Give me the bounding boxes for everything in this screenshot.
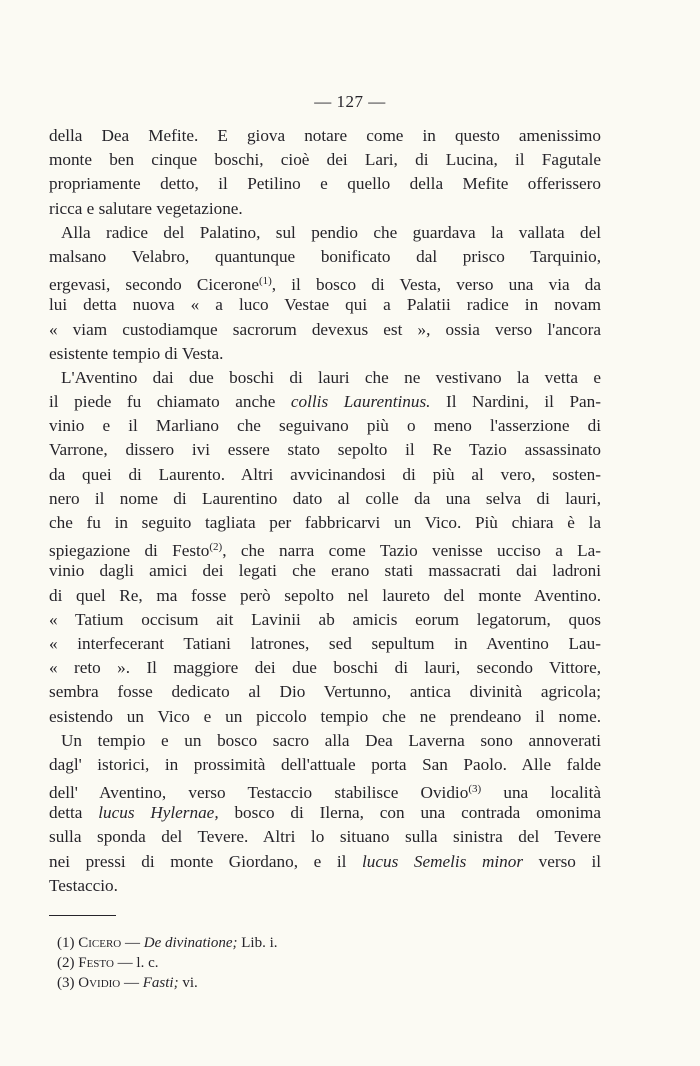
footnote-number: (1) — [57, 935, 75, 951]
text-run: spiegazione di Festo — [49, 541, 210, 561]
text-run: nei pressi di monte Giordano, e il — [49, 851, 362, 871]
text-run: verso il — [523, 851, 601, 871]
paragraph-aventino — [49, 366, 601, 729]
footnote-reference: l. c. — [136, 955, 159, 971]
paragraph-palatino — [49, 221, 601, 366]
text-line: Alla radice del Palatino, sul pendio che guardava la vallata del — [61, 222, 601, 242]
footnote-author: Festo — [78, 955, 114, 971]
footnote-number: (2) — [57, 955, 75, 971]
text-line: esistendo un Vico e un piccolo tempio che ne prendeano il nome. — [49, 706, 601, 726]
text-line — [49, 801, 601, 825]
footnote-ref: (1) — [258, 275, 272, 288]
text-line: Un tempio e un bosco sacro alla Dea Laverna sono annoverati — [61, 730, 601, 750]
text-line: esistente tempio di Vesta. — [49, 343, 224, 363]
footnote — [57, 953, 597, 973]
footnote-author: Cicero — [78, 935, 122, 951]
paragraph-mefite — [49, 124, 601, 221]
footnote — [57, 933, 597, 953]
footnote — [57, 973, 597, 993]
footnote-work: Fasti; — [142, 975, 179, 991]
page-body — [49, 124, 601, 898]
footnote-work: De divinatione; — [143, 935, 238, 951]
paragraph-laverna — [49, 729, 601, 898]
text-line: vinio dagli amici dei legati che erano stati massacrati dai ladroni — [49, 561, 601, 581]
text-line: « viam custodiamque sacrorum devexus est », ossia verso l'ancora — [49, 319, 601, 339]
text-line — [49, 850, 601, 874]
italic-term: lucus Semelis minor — [361, 851, 524, 871]
text-run: , che narra come Tazio venisse ucciso a La- — [222, 541, 601, 561]
text-line: sembra fosse dedicato al Dio Vertunno, antica divinità agricola; — [49, 682, 601, 702]
text-line: Testaccio. — [49, 875, 118, 895]
text-line: dagl' istorici, in prossimità dell'attuale porta San Paolo. Alle falde — [49, 754, 601, 774]
text-line — [49, 535, 601, 559]
text-line — [49, 269, 601, 293]
text-line: « interfecerant Tatiani latrones, sed sepultum in Aventino Lau- — [49, 633, 601, 653]
text-line: monte ben cinque boschi, cioè dei Lari, di Lucina, il Fagutale — [49, 150, 601, 170]
text-line: nero il nome di Laurentino dato al colle da una selva di lauri, — [49, 488, 601, 508]
footnote-separator: — — [113, 955, 137, 971]
text-run: una località — [481, 783, 601, 803]
page-number: — 127 — — [314, 92, 386, 111]
text-line: Varrone, dissero ivi essere stato sepolto il Re Tazio assassinato — [49, 440, 601, 460]
footnotes — [57, 933, 597, 993]
text-run: , il bosco di Vesta, verso una via da — [271, 275, 602, 295]
footnote-number: (3) — [57, 975, 75, 991]
footnote-ref: (3) — [468, 783, 482, 796]
text-line: vinio e il Marliano che seguivano più o meno l'asserzione di — [49, 416, 601, 436]
footnote-separator: — — [121, 935, 144, 951]
footnote-divider — [49, 915, 116, 916]
text-run: il piede fu chiamato anche — [49, 392, 291, 412]
text-line — [49, 777, 601, 801]
text-line: L'Aventino dai due boschi di lauri che ne vestivano la vetta e — [61, 367, 601, 387]
text-line: malsano Velabro, quantunque bonificato dal prisco Tarquinio, — [49, 246, 601, 266]
text-run: bosco di Ilerna, con una contrada omonima — [218, 803, 602, 823]
footnote-ref: (2) — [209, 541, 223, 554]
text-run: Il Nardini, il Pan- — [430, 392, 601, 412]
text-run: detta — [49, 803, 99, 823]
text-line: della Dea Mefite. E giova notare come in questo amenissimo — [49, 126, 601, 145]
text-line: propriamente detto, il Petilino e quello della Mefite offerissero — [49, 174, 601, 194]
footnote-reference: Lib. i. — [237, 935, 278, 951]
text-line: « reto ». Il maggiore dei due boschi di lauri, secondo Vittore, — [49, 658, 601, 678]
text-line: da quei di Laurento. Altri avvicinandosi di più al vero, sosten- — [49, 464, 601, 484]
italic-term: collis Laurentinus. — [290, 392, 431, 412]
text-line: lui detta nuova « a luco Vestae qui a Palatii radice in novam — [49, 295, 601, 315]
text-line: sulla sponda del Tevere. Altri lo situano sulla sinistra del Tevere — [49, 827, 601, 847]
footnote-author: Ovidio — [78, 975, 121, 991]
text-line: che fu in seguito tagliata per fabbricarvi un Vico. Più chiara è la — [49, 513, 601, 532]
footnote-separator: — — [120, 975, 143, 991]
footnote-reference: vi. — [178, 975, 198, 991]
text-line: di quel Re, ma fosse però sepolto nel laureto del monte Aventino. — [49, 585, 601, 605]
text-line — [49, 390, 601, 414]
italic-term: lucus Hylernae, — [98, 803, 219, 823]
text-line: « Tatium occisum ait Lavinii ab amicis eorum legatorum, quos — [49, 609, 601, 629]
text-line: ricca e salutare vegetazione. — [49, 198, 243, 218]
text-run: dell' Aventino, verso Testaccio stabilisce Ovidio — [49, 783, 469, 803]
text-run: ergevasi, secondo Cicerone — [49, 275, 259, 295]
